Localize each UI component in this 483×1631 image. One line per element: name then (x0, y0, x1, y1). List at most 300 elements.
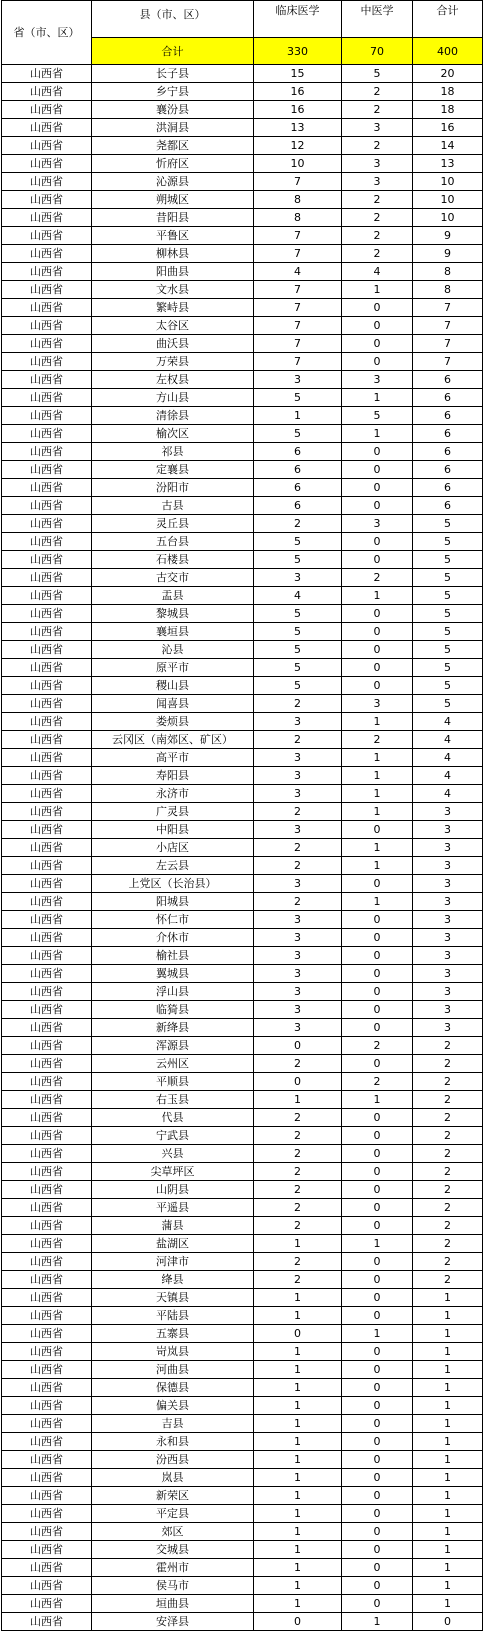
cell-county: 左云县 (92, 857, 254, 875)
cell-clinical: 2 (254, 803, 342, 821)
cell-clinical: 5 (254, 659, 342, 677)
cell-province: 山西省 (2, 1055, 92, 1073)
cell-tcm: 0 (342, 1595, 413, 1613)
table-row (2, 569, 483, 587)
table-row (2, 983, 483, 1001)
cell-total: 6 (413, 461, 483, 479)
cell-clinical: 5 (254, 551, 342, 569)
cell-tcm: 0 (342, 875, 413, 893)
cell-total: 7 (413, 299, 483, 317)
cell-total: 1 (413, 1487, 483, 1505)
cell-province: 山西省 (2, 335, 92, 353)
table-row (2, 353, 483, 371)
table-row (2, 173, 483, 191)
cell-tcm: 1 (342, 893, 413, 911)
cell-total: 7 (413, 353, 483, 371)
table-row (2, 1415, 483, 1433)
cell-county: 霍州市 (92, 1559, 254, 1577)
cell-clinical: 2 (254, 1163, 342, 1181)
cell-clinical: 1 (254, 1523, 342, 1541)
table-row (2, 875, 483, 893)
totals-tcm: 70 (342, 38, 413, 65)
cell-total: 3 (413, 1019, 483, 1037)
cell-province: 山西省 (2, 965, 92, 983)
cell-county: 祁县 (92, 443, 254, 461)
cell-province: 山西省 (2, 1541, 92, 1559)
cell-province: 山西省 (2, 677, 92, 695)
cell-province: 山西省 (2, 263, 92, 281)
cell-clinical: 4 (254, 587, 342, 605)
cell-total: 2 (413, 1217, 483, 1235)
cell-province: 山西省 (2, 533, 92, 551)
cell-total: 7 (413, 317, 483, 335)
cell-tcm: 0 (342, 677, 413, 695)
cell-tcm: 0 (342, 659, 413, 677)
cell-county: 怀仁市 (92, 911, 254, 929)
cell-total: 8 (413, 263, 483, 281)
table-row (2, 659, 483, 677)
cell-total: 3 (413, 983, 483, 1001)
cell-clinical: 3 (254, 965, 342, 983)
cell-total: 14 (413, 137, 483, 155)
cell-total: 2 (413, 1271, 483, 1289)
cell-clinical: 7 (254, 245, 342, 263)
table-row (2, 281, 483, 299)
cell-clinical: 1 (254, 407, 342, 425)
cell-province: 山西省 (2, 101, 92, 119)
cell-tcm: 4 (342, 263, 413, 281)
table-row (2, 839, 483, 857)
cell-tcm: 0 (342, 1343, 413, 1361)
cell-county: 沁县 (92, 641, 254, 659)
table-row (2, 1037, 483, 1055)
cell-total: 1 (413, 1559, 483, 1577)
cell-total: 16 (413, 119, 483, 137)
cell-clinical: 1 (254, 1433, 342, 1451)
table-row (2, 245, 483, 263)
cell-tcm: 0 (342, 1307, 413, 1325)
cell-clinical: 7 (254, 353, 342, 371)
table-row (2, 317, 483, 335)
cell-county: 临猗县 (92, 1001, 254, 1019)
cell-province: 山西省 (2, 209, 92, 227)
cell-clinical: 1 (254, 1361, 342, 1379)
cell-clinical: 7 (254, 335, 342, 353)
cell-province: 山西省 (2, 1073, 92, 1091)
cell-clinical: 3 (254, 1001, 342, 1019)
cell-clinical: 15 (254, 65, 342, 83)
cell-tcm: 0 (342, 1559, 413, 1577)
table-row (2, 533, 483, 551)
cell-clinical: 1 (254, 1559, 342, 1577)
table-row (2, 1091, 483, 1109)
cell-county: 定襄县 (92, 461, 254, 479)
cell-province: 山西省 (2, 695, 92, 713)
table-row (2, 1379, 483, 1397)
cell-tcm: 2 (342, 101, 413, 119)
cell-clinical: 1 (254, 1487, 342, 1505)
cell-total: 1 (413, 1469, 483, 1487)
table-row (2, 407, 483, 425)
table-row (2, 1613, 483, 1631)
table-row (2, 767, 483, 785)
cell-clinical: 0 (254, 1073, 342, 1091)
cell-total: 2 (413, 1253, 483, 1271)
cell-tcm: 0 (342, 479, 413, 497)
cell-province: 山西省 (2, 299, 92, 317)
cell-county: 方山县 (92, 389, 254, 407)
cell-total: 1 (413, 1397, 483, 1415)
cell-province: 山西省 (2, 1235, 92, 1253)
cell-tcm: 1 (342, 839, 413, 857)
cell-province: 山西省 (2, 281, 92, 299)
table-row (2, 1073, 483, 1091)
cell-tcm: 0 (342, 497, 413, 515)
cell-province: 山西省 (2, 155, 92, 173)
table-row (2, 551, 483, 569)
cell-total: 1 (413, 1289, 483, 1307)
cell-county: 黎城县 (92, 605, 254, 623)
cell-clinical: 6 (254, 461, 342, 479)
cell-province: 山西省 (2, 1379, 92, 1397)
cell-tcm: 0 (342, 1253, 413, 1271)
cell-province: 山西省 (2, 497, 92, 515)
cell-tcm: 0 (342, 1433, 413, 1451)
table-row (2, 695, 483, 713)
cell-province: 山西省 (2, 893, 92, 911)
cell-province: 山西省 (2, 1361, 92, 1379)
cell-clinical: 1 (254, 1451, 342, 1469)
cell-province: 山西省 (2, 839, 92, 857)
cell-total: 3 (413, 947, 483, 965)
cell-county: 原平市 (92, 659, 254, 677)
cell-county: 柳林县 (92, 245, 254, 263)
cell-county: 太谷区 (92, 317, 254, 335)
cell-county: 繁峙县 (92, 299, 254, 317)
cell-tcm: 1 (342, 749, 413, 767)
table-row (2, 893, 483, 911)
allocation-table (1, 0, 483, 1631)
cell-tcm: 2 (342, 191, 413, 209)
cell-tcm: 0 (342, 299, 413, 317)
cell-province: 山西省 (2, 983, 92, 1001)
cell-total: 13 (413, 155, 483, 173)
cell-total: 2 (413, 1055, 483, 1073)
cell-province: 山西省 (2, 1415, 92, 1433)
cell-province: 山西省 (2, 65, 92, 83)
cell-tcm: 0 (342, 605, 413, 623)
cell-tcm: 3 (342, 371, 413, 389)
table-row (2, 1307, 483, 1325)
cell-clinical: 1 (254, 1415, 342, 1433)
cell-tcm: 1 (342, 1613, 413, 1631)
cell-total: 1 (413, 1595, 483, 1613)
cell-clinical: 1 (254, 1595, 342, 1613)
cell-county: 榆次区 (92, 425, 254, 443)
cell-province: 山西省 (2, 371, 92, 389)
cell-county: 河津市 (92, 1253, 254, 1271)
header-row (2, 1, 483, 38)
totals-total: 400 (413, 38, 483, 65)
cell-total: 1 (413, 1307, 483, 1325)
cell-clinical: 5 (254, 605, 342, 623)
cell-tcm: 2 (342, 227, 413, 245)
cell-total: 4 (413, 749, 483, 767)
cell-clinical: 3 (254, 911, 342, 929)
cell-tcm: 1 (342, 1091, 413, 1109)
cell-total: 6 (413, 425, 483, 443)
cell-province: 山西省 (2, 119, 92, 137)
table-row (2, 335, 483, 353)
cell-tcm: 0 (342, 1289, 413, 1307)
cell-tcm: 2 (342, 731, 413, 749)
cell-province: 山西省 (2, 227, 92, 245)
cell-clinical: 1 (254, 1397, 342, 1415)
cell-county: 介休市 (92, 929, 254, 947)
cell-county: 天镇县 (92, 1289, 254, 1307)
cell-county: 平遥县 (92, 1199, 254, 1217)
cell-province: 山西省 (2, 1613, 92, 1631)
cell-clinical: 16 (254, 101, 342, 119)
cell-province: 山西省 (2, 605, 92, 623)
cell-tcm: 0 (342, 533, 413, 551)
cell-total: 2 (413, 1091, 483, 1109)
cell-total: 2 (413, 1109, 483, 1127)
cell-province: 山西省 (2, 407, 92, 425)
table-row (2, 1217, 483, 1235)
cell-clinical: 13 (254, 119, 342, 137)
cell-tcm: 0 (342, 1217, 413, 1235)
cell-tcm: 0 (342, 461, 413, 479)
cell-tcm: 3 (342, 173, 413, 191)
cell-tcm: 0 (342, 1163, 413, 1181)
cell-clinical: 2 (254, 515, 342, 533)
cell-province: 山西省 (2, 83, 92, 101)
cell-county: 广灵县 (92, 803, 254, 821)
table-row (2, 299, 483, 317)
table-row (2, 515, 483, 533)
cell-tcm: 1 (342, 389, 413, 407)
table-row (2, 1289, 483, 1307)
cell-total: 2 (413, 1181, 483, 1199)
cell-province: 山西省 (2, 821, 92, 839)
cell-tcm: 5 (342, 65, 413, 83)
header-total: 合计 (413, 1, 483, 38)
table-row (2, 947, 483, 965)
cell-province: 山西省 (2, 1163, 92, 1181)
cell-tcm: 2 (342, 137, 413, 155)
cell-province: 山西省 (2, 1019, 92, 1037)
table-row (2, 1325, 483, 1343)
cell-clinical: 3 (254, 713, 342, 731)
cell-county: 石楼县 (92, 551, 254, 569)
cell-clinical: 3 (254, 785, 342, 803)
cell-total: 1 (413, 1505, 483, 1523)
cell-county: 朔城区 (92, 191, 254, 209)
table-row (2, 1163, 483, 1181)
cell-tcm: 5 (342, 407, 413, 425)
cell-total: 1 (413, 1415, 483, 1433)
cell-clinical: 4 (254, 263, 342, 281)
cell-county: 娄烦县 (92, 713, 254, 731)
cell-tcm: 0 (342, 965, 413, 983)
cell-tcm: 3 (342, 119, 413, 137)
cell-total: 2 (413, 1163, 483, 1181)
cell-province: 山西省 (2, 713, 92, 731)
table-row (2, 1235, 483, 1253)
table-row (2, 83, 483, 101)
table-row (2, 371, 483, 389)
cell-total: 6 (413, 407, 483, 425)
cell-total: 1 (413, 1433, 483, 1451)
header-tcm: 中医学 (342, 1, 413, 38)
cell-county: 平顺县 (92, 1073, 254, 1091)
cell-tcm: 0 (342, 1271, 413, 1289)
cell-clinical: 5 (254, 389, 342, 407)
cell-clinical: 6 (254, 443, 342, 461)
cell-county: 高平市 (92, 749, 254, 767)
cell-tcm: 0 (342, 1577, 413, 1595)
table-row (2, 1343, 483, 1361)
cell-total: 5 (413, 659, 483, 677)
table-row (2, 1541, 483, 1559)
cell-county: 乡宁县 (92, 83, 254, 101)
cell-tcm: 0 (342, 1145, 413, 1163)
cell-province: 山西省 (2, 137, 92, 155)
cell-province: 山西省 (2, 1595, 92, 1613)
cell-province: 山西省 (2, 731, 92, 749)
cell-total: 6 (413, 371, 483, 389)
cell-total: 2 (413, 1235, 483, 1253)
cell-total: 2 (413, 1199, 483, 1217)
cell-province: 山西省 (2, 1325, 92, 1343)
cell-total: 1 (413, 1379, 483, 1397)
cell-county: 侯马市 (92, 1577, 254, 1595)
cell-tcm: 1 (342, 767, 413, 785)
cell-clinical: 0 (254, 1325, 342, 1343)
cell-clinical: 3 (254, 983, 342, 1001)
cell-total: 10 (413, 173, 483, 191)
table-row (2, 713, 483, 731)
cell-county: 平鲁区 (92, 227, 254, 245)
cell-province: 山西省 (2, 1037, 92, 1055)
cell-county: 盂县 (92, 587, 254, 605)
table-row (2, 1199, 483, 1217)
cell-total: 3 (413, 839, 483, 857)
cell-total: 1 (413, 1541, 483, 1559)
cell-clinical: 1 (254, 1307, 342, 1325)
cell-county: 浑源县 (92, 1037, 254, 1055)
cell-clinical: 8 (254, 191, 342, 209)
cell-province: 山西省 (2, 1001, 92, 1019)
cell-province: 山西省 (2, 551, 92, 569)
table-row (2, 803, 483, 821)
cell-county: 左权县 (92, 371, 254, 389)
cell-county: 宁武县 (92, 1127, 254, 1145)
cell-county: 平陆县 (92, 1307, 254, 1325)
table-row (2, 1469, 483, 1487)
cell-tcm: 0 (342, 1379, 413, 1397)
table-row (2, 1433, 483, 1451)
cell-tcm: 0 (342, 317, 413, 335)
cell-total: 4 (413, 731, 483, 749)
cell-total: 0 (413, 1613, 483, 1631)
table-row (2, 677, 483, 695)
cell-tcm: 0 (342, 641, 413, 659)
cell-province: 山西省 (2, 1127, 92, 1145)
cell-clinical: 5 (254, 641, 342, 659)
cell-county: 绛县 (92, 1271, 254, 1289)
cell-province: 山西省 (2, 173, 92, 191)
cell-county: 五寨县 (92, 1325, 254, 1343)
cell-clinical: 3 (254, 569, 342, 587)
cell-county: 云冈区（南郊区、矿区） (92, 731, 254, 749)
cell-county: 山阴县 (92, 1181, 254, 1199)
cell-province: 山西省 (2, 1343, 92, 1361)
cell-county: 安泽县 (92, 1613, 254, 1631)
cell-total: 2 (413, 1145, 483, 1163)
cell-county: 清徐县 (92, 407, 254, 425)
table-row (2, 497, 483, 515)
cell-tcm: 1 (342, 425, 413, 443)
cell-county: 榆社县 (92, 947, 254, 965)
cell-county: 浮山县 (92, 983, 254, 1001)
cell-province: 山西省 (2, 1505, 92, 1523)
cell-total: 5 (413, 677, 483, 695)
cell-total: 7 (413, 335, 483, 353)
cell-clinical: 5 (254, 533, 342, 551)
cell-clinical: 3 (254, 821, 342, 839)
cell-tcm: 0 (342, 1181, 413, 1199)
table-row (2, 119, 483, 137)
cell-clinical: 2 (254, 1199, 342, 1217)
cell-tcm: 0 (342, 1523, 413, 1541)
cell-county: 偏关县 (92, 1397, 254, 1415)
cell-province: 山西省 (2, 353, 92, 371)
cell-province: 山西省 (2, 749, 92, 767)
table-row (2, 1505, 483, 1523)
cell-clinical: 1 (254, 1505, 342, 1523)
cell-clinical: 3 (254, 371, 342, 389)
cell-county: 洪洞县 (92, 119, 254, 137)
cell-province: 山西省 (2, 1397, 92, 1415)
cell-province: 山西省 (2, 623, 92, 641)
cell-total: 1 (413, 1523, 483, 1541)
cell-total: 3 (413, 1001, 483, 1019)
cell-tcm: 0 (342, 947, 413, 965)
cell-clinical: 1 (254, 1235, 342, 1253)
table-body (2, 65, 483, 1631)
cell-county: 汾西县 (92, 1451, 254, 1469)
cell-tcm: 0 (342, 1415, 413, 1433)
cell-total: 3 (413, 875, 483, 893)
cell-tcm: 0 (342, 821, 413, 839)
cell-clinical: 2 (254, 839, 342, 857)
cell-province: 山西省 (2, 1451, 92, 1469)
cell-tcm: 3 (342, 695, 413, 713)
cell-county: 小店区 (92, 839, 254, 857)
cell-tcm: 0 (342, 1451, 413, 1469)
cell-province: 山西省 (2, 1433, 92, 1451)
table-row (2, 587, 483, 605)
table-row (2, 443, 483, 461)
cell-tcm: 2 (342, 569, 413, 587)
table-row (2, 65, 483, 83)
cell-total: 5 (413, 641, 483, 659)
cell-tcm: 3 (342, 515, 413, 533)
table-row (2, 911, 483, 929)
header-province: 省（市、区） (2, 1, 92, 65)
